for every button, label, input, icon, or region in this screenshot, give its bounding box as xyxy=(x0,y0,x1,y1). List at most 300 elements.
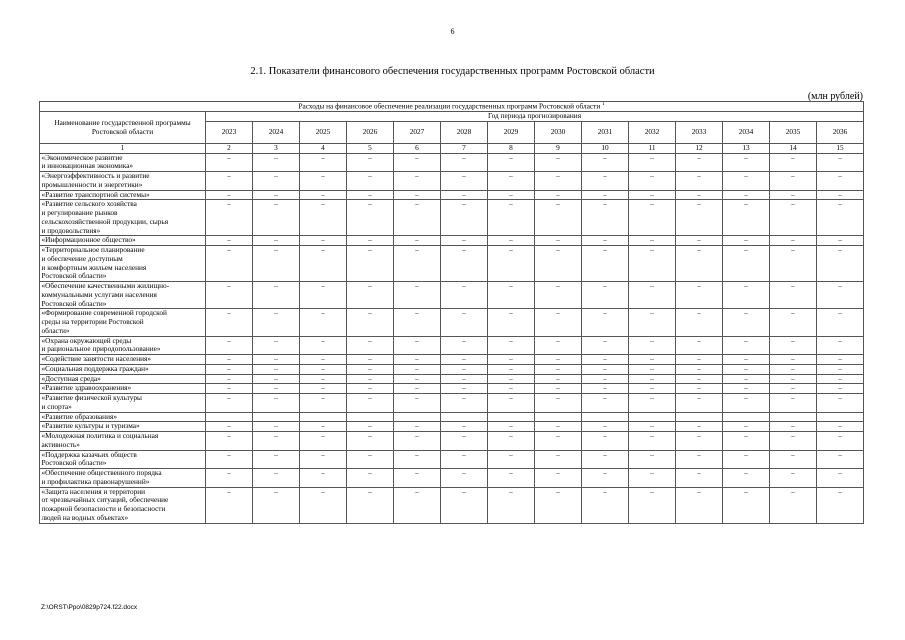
column-number: 14 xyxy=(770,143,817,153)
table-row xyxy=(40,309,864,336)
value-cell: – xyxy=(488,282,535,309)
value-cell: – xyxy=(770,374,817,384)
year-header: 2030 xyxy=(535,121,582,143)
value-cell: – xyxy=(253,282,300,309)
column-number: 15 xyxy=(817,143,864,153)
value-cell: – xyxy=(817,336,864,355)
value-cell: – xyxy=(723,309,770,336)
value-cell: – xyxy=(676,487,723,523)
value-cell: – xyxy=(300,422,347,432)
table-row xyxy=(40,355,864,365)
value-cell xyxy=(770,412,817,422)
value-cell: – xyxy=(582,487,629,523)
value-cell: – xyxy=(535,336,582,355)
value-cell: – xyxy=(535,487,582,523)
table-row xyxy=(40,374,864,384)
value-cell: – xyxy=(206,384,253,394)
value-cell: – xyxy=(676,190,723,200)
table-row xyxy=(40,364,864,374)
value-cell: – xyxy=(347,364,394,374)
value-cell: – xyxy=(770,246,817,282)
value-cell: – xyxy=(206,355,253,365)
value-cell: – xyxy=(770,190,817,200)
value-cell xyxy=(300,412,347,422)
value-cell: – xyxy=(535,355,582,365)
value-cell: – xyxy=(253,190,300,200)
column-number: 7 xyxy=(441,143,488,153)
table-row xyxy=(40,394,864,413)
program-name: «Защита населения и территории от чрезвычайных ситуаций, обеспечение пожарной безопасности и безопасности людей на водных объектах» xyxy=(40,487,206,523)
value-cell: – xyxy=(394,422,441,432)
program-name: «Молодежная политика и социальная активность» xyxy=(40,432,206,451)
table-row xyxy=(40,469,864,488)
value-cell: – xyxy=(582,355,629,365)
value-cell: – xyxy=(488,355,535,365)
financing-table xyxy=(39,101,864,524)
value-cell: – xyxy=(676,282,723,309)
value-cell xyxy=(253,412,300,422)
value-cell: – xyxy=(488,450,535,469)
value-cell: – xyxy=(394,236,441,246)
value-cell: – xyxy=(253,384,300,394)
value-cell: – xyxy=(676,309,723,336)
value-cell: – xyxy=(535,394,582,413)
year-header: 2027 xyxy=(394,121,441,143)
value-cell: – xyxy=(488,469,535,488)
value-cell: – xyxy=(394,172,441,191)
value-cell: – xyxy=(394,394,441,413)
value-cell: – xyxy=(770,432,817,451)
value-cell: – xyxy=(300,432,347,451)
period-header: Год периода прогнозирования xyxy=(206,112,864,122)
value-cell: – xyxy=(300,190,347,200)
value-cell: – xyxy=(347,355,394,365)
year-header: 2023 xyxy=(206,121,253,143)
value-cell: – xyxy=(300,450,347,469)
value-cell: – xyxy=(300,487,347,523)
table-row xyxy=(40,412,864,422)
value-cell: – xyxy=(347,309,394,336)
program-name: «Социальная поддержка граждан» xyxy=(40,364,206,374)
value-cell: – xyxy=(441,246,488,282)
value-cell: – xyxy=(300,364,347,374)
value-cell: – xyxy=(817,153,864,172)
program-name: «Энергоэффективность и развитие промышленности и энергетики» xyxy=(40,172,206,191)
column-number: 12 xyxy=(676,143,723,153)
value-cell: – xyxy=(629,246,676,282)
value-cell: – xyxy=(817,487,864,523)
value-cell: – xyxy=(817,384,864,394)
value-cell: – xyxy=(582,469,629,488)
column-number: 3 xyxy=(253,143,300,153)
value-cell: – xyxy=(441,309,488,336)
table-row xyxy=(40,384,864,394)
value-cell: – xyxy=(770,282,817,309)
value-cell: – xyxy=(629,309,676,336)
value-cell: – xyxy=(347,469,394,488)
value-cell: – xyxy=(676,236,723,246)
value-cell: – xyxy=(770,309,817,336)
value-cell: – xyxy=(723,246,770,282)
year-header: 2028 xyxy=(441,121,488,143)
program-name: «Информационное общество» xyxy=(40,236,206,246)
value-cell: – xyxy=(770,487,817,523)
value-cell: – xyxy=(441,450,488,469)
value-cell: – xyxy=(676,469,723,488)
value-cell: – xyxy=(629,282,676,309)
page-number: 6 xyxy=(450,27,455,36)
value-cell: – xyxy=(347,422,394,432)
value-cell: – xyxy=(206,282,253,309)
value-cell: – xyxy=(441,190,488,200)
program-name: «Развитие образования» xyxy=(40,412,206,422)
program-name-header: Наименование государственной программы Ростовской области xyxy=(40,112,206,144)
value-cell: – xyxy=(206,246,253,282)
value-cell: – xyxy=(206,153,253,172)
value-cell: – xyxy=(817,236,864,246)
value-cell: – xyxy=(253,394,300,413)
value-cell: – xyxy=(723,364,770,374)
value-cell: – xyxy=(347,190,394,200)
value-cell: – xyxy=(723,487,770,523)
column-number: 5 xyxy=(347,143,394,153)
value-cell: – xyxy=(817,172,864,191)
value-cell: – xyxy=(535,236,582,246)
value-cell: – xyxy=(629,469,676,488)
value-cell: – xyxy=(676,374,723,384)
table-row xyxy=(40,336,864,355)
value-cell: – xyxy=(394,450,441,469)
year-header: 2024 xyxy=(253,121,300,143)
value-cell: – xyxy=(817,394,864,413)
value-cell: – xyxy=(676,355,723,365)
value-cell: – xyxy=(723,432,770,451)
value-cell: – xyxy=(629,487,676,523)
column-number: 8 xyxy=(488,143,535,153)
value-cell: – xyxy=(723,336,770,355)
value-cell: – xyxy=(723,153,770,172)
value-cell: – xyxy=(253,374,300,384)
value-cell: – xyxy=(676,200,723,236)
value-cell: – xyxy=(394,309,441,336)
value-cell: – xyxy=(394,487,441,523)
value-cell: – xyxy=(206,236,253,246)
value-cell: – xyxy=(394,190,441,200)
column-number: 1 xyxy=(40,143,206,153)
year-header: 2026 xyxy=(347,121,394,143)
value-cell: – xyxy=(535,282,582,309)
value-cell: – xyxy=(770,364,817,374)
program-name: «Обеспечение качественными жилищно- коммунальными услугами населения Ростовской области» xyxy=(40,282,206,309)
value-cell: – xyxy=(488,394,535,413)
value-cell: – xyxy=(441,282,488,309)
value-cell: – xyxy=(347,432,394,451)
value-cell: – xyxy=(770,394,817,413)
value-cell: – xyxy=(253,153,300,172)
value-cell: – xyxy=(582,364,629,374)
value-cell: – xyxy=(629,384,676,394)
value-cell: – xyxy=(770,355,817,365)
value-cell: – xyxy=(629,236,676,246)
value-cell: – xyxy=(676,432,723,451)
value-cell: – xyxy=(629,364,676,374)
value-cell: – xyxy=(253,364,300,374)
value-cell: – xyxy=(817,282,864,309)
value-cell: – xyxy=(817,432,864,451)
unit-label: (млн рублей) xyxy=(807,91,863,102)
value-cell: – xyxy=(394,469,441,488)
program-name: «Охрана окружающей среды и рациональное природопользование» xyxy=(40,336,206,355)
value-cell: – xyxy=(535,364,582,374)
table-row xyxy=(40,432,864,451)
value-cell: – xyxy=(441,364,488,374)
value-cell: – xyxy=(535,432,582,451)
table-row xyxy=(40,422,864,432)
year-header: 2029 xyxy=(488,121,535,143)
value-cell: – xyxy=(629,432,676,451)
value-cell: – xyxy=(206,450,253,469)
value-cell: – xyxy=(676,450,723,469)
program-name: «Содействие занятости населения» xyxy=(40,355,206,365)
value-cell: – xyxy=(394,432,441,451)
value-cell: – xyxy=(441,384,488,394)
value-cell: – xyxy=(253,422,300,432)
value-cell: – xyxy=(441,336,488,355)
value-cell: – xyxy=(817,374,864,384)
value-cell: – xyxy=(723,172,770,191)
value-cell: – xyxy=(676,172,723,191)
year-header: 2025 xyxy=(300,121,347,143)
value-cell: – xyxy=(206,374,253,384)
program-name: «Развитие здравоохранения» xyxy=(40,384,206,394)
value-cell: – xyxy=(206,422,253,432)
value-cell: – xyxy=(441,422,488,432)
value-cell: – xyxy=(206,309,253,336)
value-cell: – xyxy=(582,336,629,355)
value-cell: – xyxy=(582,374,629,384)
value-cell: – xyxy=(582,172,629,191)
value-cell: – xyxy=(394,384,441,394)
value-cell: – xyxy=(629,190,676,200)
value-cell: – xyxy=(253,246,300,282)
value-cell: – xyxy=(441,236,488,246)
value-cell: – xyxy=(253,469,300,488)
value-cell: – xyxy=(488,236,535,246)
value-cell: – xyxy=(629,153,676,172)
value-cell: – xyxy=(206,432,253,451)
value-cell: – xyxy=(582,384,629,394)
value-cell: – xyxy=(535,153,582,172)
value-cell: – xyxy=(300,374,347,384)
value-cell: – xyxy=(676,422,723,432)
year-header: 2031 xyxy=(582,121,629,143)
value-cell: – xyxy=(817,190,864,200)
value-cell: – xyxy=(206,190,253,200)
value-cell: – xyxy=(347,487,394,523)
value-cell: – xyxy=(535,374,582,384)
value-cell: – xyxy=(629,336,676,355)
value-cell: – xyxy=(300,172,347,191)
value-cell: – xyxy=(817,364,864,374)
value-cell: – xyxy=(817,450,864,469)
value-cell: – xyxy=(253,172,300,191)
value-cell: – xyxy=(441,469,488,488)
value-cell: – xyxy=(676,384,723,394)
value-cell: – xyxy=(253,336,300,355)
program-name: «Развитие транспортной системы» xyxy=(40,190,206,200)
column-number: 11 xyxy=(629,143,676,153)
value-cell: – xyxy=(488,422,535,432)
column-number: 6 xyxy=(394,143,441,153)
value-cell: – xyxy=(723,282,770,309)
value-cell: – xyxy=(488,190,535,200)
value-cell: – xyxy=(770,172,817,191)
value-cell xyxy=(206,412,253,422)
value-cell xyxy=(817,412,864,422)
table-row xyxy=(40,153,864,172)
value-cell: – xyxy=(535,309,582,336)
value-cell: – xyxy=(253,200,300,236)
value-cell: – xyxy=(488,364,535,374)
value-cell: – xyxy=(676,336,723,355)
value-cell xyxy=(723,412,770,422)
value-cell: – xyxy=(770,336,817,355)
year-header: 2032 xyxy=(629,121,676,143)
value-cell xyxy=(488,412,535,422)
table-top-header: Расходы на финансовое обеспечение реализации государственных программ Ростовской области $^1$ xyxy=(40,102,864,112)
value-cell: – xyxy=(394,336,441,355)
table-row xyxy=(40,200,864,236)
value-cell: – xyxy=(770,384,817,394)
value-cell: – xyxy=(347,450,394,469)
value-cell: – xyxy=(629,394,676,413)
value-cell: – xyxy=(676,364,723,374)
value-cell: – xyxy=(488,336,535,355)
value-cell: – xyxy=(582,394,629,413)
value-cell xyxy=(347,412,394,422)
value-cell: – xyxy=(441,172,488,191)
value-cell: – xyxy=(488,384,535,394)
value-cell: – xyxy=(770,200,817,236)
value-cell: – xyxy=(441,394,488,413)
value-cell: – xyxy=(394,355,441,365)
value-cell: – xyxy=(770,153,817,172)
program-name: «Поддержка казачьих обществ Ростовской области» xyxy=(40,450,206,469)
value-cell: – xyxy=(582,282,629,309)
table-row xyxy=(40,282,864,309)
table-row xyxy=(40,236,864,246)
value-cell: – xyxy=(347,336,394,355)
value-cell: – xyxy=(535,384,582,394)
value-cell: – xyxy=(723,469,770,488)
value-cell: – xyxy=(300,200,347,236)
value-cell: – xyxy=(347,153,394,172)
value-cell: – xyxy=(253,236,300,246)
value-cell: – xyxy=(206,469,253,488)
column-number: 9 xyxy=(535,143,582,153)
value-cell: – xyxy=(676,246,723,282)
value-cell: – xyxy=(206,200,253,236)
value-cell: – xyxy=(347,394,394,413)
value-cell: – xyxy=(817,355,864,365)
value-cell: – xyxy=(535,172,582,191)
program-name: «Экономическое развитие и инновационная экономика» xyxy=(40,153,206,172)
value-cell: – xyxy=(206,487,253,523)
value-cell: – xyxy=(488,432,535,451)
value-cell: – xyxy=(488,172,535,191)
value-cell: – xyxy=(206,172,253,191)
value-cell: – xyxy=(582,246,629,282)
table-row xyxy=(40,172,864,191)
program-name: «Развитие сельского хозяйства и регулирование рынков сельскохозяйственной продукции, сырья и продовольствия» xyxy=(40,200,206,236)
value-cell: – xyxy=(488,309,535,336)
value-cell: – xyxy=(300,246,347,282)
value-cell: – xyxy=(582,450,629,469)
value-cell: – xyxy=(441,355,488,365)
value-cell: – xyxy=(347,246,394,282)
value-cell: – xyxy=(676,153,723,172)
value-cell: – xyxy=(535,422,582,432)
value-cell: – xyxy=(582,200,629,236)
value-cell: – xyxy=(582,432,629,451)
value-cell: – xyxy=(535,200,582,236)
value-cell xyxy=(535,412,582,422)
value-cell: – xyxy=(347,374,394,384)
column-number: 13 xyxy=(723,143,770,153)
value-cell: – xyxy=(206,336,253,355)
value-cell: – xyxy=(347,282,394,309)
value-cell: – xyxy=(770,236,817,246)
value-cell: – xyxy=(488,153,535,172)
value-cell: – xyxy=(394,282,441,309)
value-cell: – xyxy=(723,450,770,469)
value-cell: – xyxy=(253,309,300,336)
value-cell: – xyxy=(488,246,535,282)
value-cell: – xyxy=(629,422,676,432)
value-cell: – xyxy=(817,200,864,236)
value-cell: – xyxy=(300,236,347,246)
year-header: 2036 xyxy=(817,121,864,143)
value-cell: – xyxy=(347,384,394,394)
value-cell: – xyxy=(347,200,394,236)
value-cell: – xyxy=(582,422,629,432)
value-cell: – xyxy=(394,200,441,236)
value-cell: – xyxy=(676,394,723,413)
table-row xyxy=(40,246,864,282)
value-cell xyxy=(394,412,441,422)
value-cell: – xyxy=(770,422,817,432)
column-number: 10 xyxy=(582,143,629,153)
value-cell: – xyxy=(723,355,770,365)
value-cell: – xyxy=(488,374,535,384)
value-cell: – xyxy=(300,309,347,336)
value-cell: – xyxy=(300,355,347,365)
value-cell: – xyxy=(347,236,394,246)
value-cell: – xyxy=(629,450,676,469)
value-cell: – xyxy=(582,236,629,246)
value-cell: – xyxy=(441,200,488,236)
value-cell: – xyxy=(441,432,488,451)
value-cell: – xyxy=(206,394,253,413)
value-cell: – xyxy=(300,153,347,172)
program-name: «Развитие культуры и туризма» xyxy=(40,422,206,432)
year-header: 2033 xyxy=(676,121,723,143)
value-cell: – xyxy=(441,487,488,523)
value-cell: – xyxy=(253,432,300,451)
table-row xyxy=(40,190,864,200)
value-cell: – xyxy=(441,153,488,172)
value-cell xyxy=(582,412,629,422)
